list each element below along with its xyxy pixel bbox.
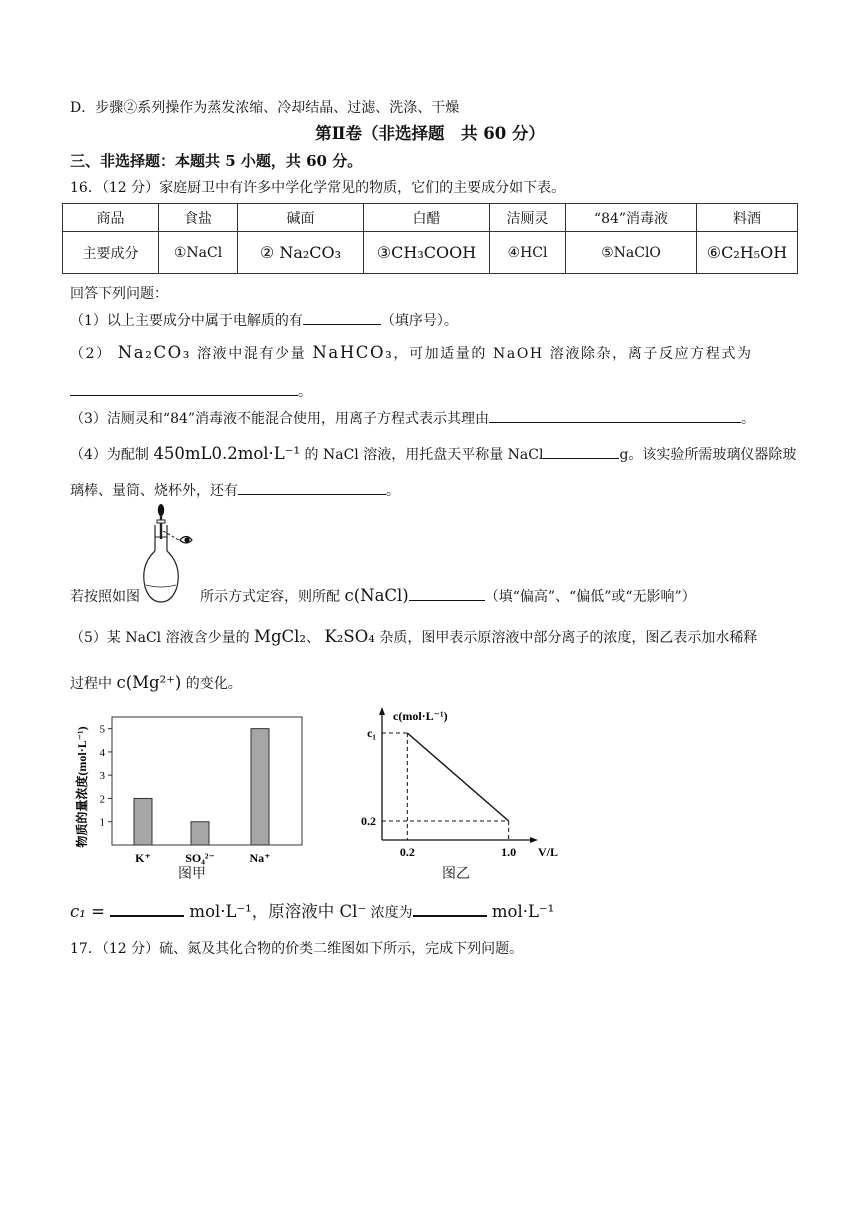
c1-question [70, 901, 554, 923]
question-16-stem: 16．（12 分）家庭厨卫中有许多中学化学常见的物质，它们的主要成分如下表。 [70, 180, 566, 196]
sub-question-text: （填“偏高”、“偏低”或“无影响”） [484, 589, 696, 605]
y-tick-label: 4 [99, 746, 105, 759]
question-17-stem: 17．（12 分）硫、氮及其化合物的价类二维图如下所示，完成下列问题。 [70, 941, 524, 957]
sub-question-text: 。 [386, 483, 400, 499]
x-tick-label: 1.0 [501, 845, 517, 859]
sub-question-text: 的 NaCl 溶液，用托盘天平称量 NaCl [300, 447, 544, 463]
figure-jia-caption: 图甲 [178, 866, 206, 882]
formula: Na₂CO₃ [117, 343, 192, 362]
line-chart-xlabel: V/L [538, 845, 559, 859]
section-three-heading: 三、非选择题：本题共 5 小题，共 60 分。 [70, 152, 363, 170]
y-axis-arrow [379, 707, 385, 715]
y-tick-label: 2 [99, 793, 105, 806]
sub-question-4-cont [70, 480, 400, 501]
table-cell: ⑥C₂H₅OH [697, 232, 798, 274]
line-chart-ylabel: c(mol·L⁻¹) [393, 709, 448, 723]
sub-question-1 [70, 310, 458, 331]
sub-question-text: （填序号）。 [380, 313, 458, 329]
sub-question-text: 。 [298, 384, 312, 400]
formula: mol·L⁻¹，原溶液中 [184, 902, 340, 921]
y-tick-label: 0.2 [361, 814, 376, 828]
answer-prompt: 回答下列问题： [70, 286, 168, 302]
x-tick-label: SO₄²⁻ [185, 851, 215, 865]
table-cell: 碱面 [238, 204, 364, 232]
sub-question-text: （5）某 NaCl 溶液含少量的 [70, 630, 255, 646]
formula: c(NaCl) [344, 586, 409, 605]
bar-chart-ylabel: 物质的量浓度(mol·L⁻¹) [75, 726, 89, 848]
dropper-bulb [158, 504, 164, 516]
table-header-label: 商品 [63, 204, 159, 232]
sub-question-4 [70, 444, 796, 465]
sub-question-text: 若按照如图 [70, 589, 140, 605]
formula: 450mL0.2mol·L⁻¹ [153, 444, 301, 463]
y-tick-label: 3 [99, 770, 105, 783]
formula: mol·L⁻¹ [486, 902, 555, 921]
table-cell: 食盐 [159, 204, 238, 232]
sub-question-5-cont [70, 673, 242, 694]
answer-blank[interactable] [489, 408, 741, 423]
sub-question-text: （2） [70, 346, 118, 362]
bar [134, 798, 152, 845]
x-axis-arrow [530, 837, 538, 843]
sub-question-text: 的变化。 [181, 676, 242, 692]
y-tick-label: 1 [99, 816, 105, 829]
bar [191, 822, 209, 845]
table-cell: ③CH₃COOH [364, 232, 490, 274]
answer-blank[interactable] [413, 901, 487, 917]
sub-question-2 [70, 343, 753, 364]
sub-question-text: ，可加适量的 NaOH 溶液除杂，离子反应方程式为 [393, 346, 753, 362]
formula: K₂SO₄ [324, 627, 375, 646]
answer-blank[interactable] [409, 586, 485, 601]
sub-question-text: 浓度为 [366, 905, 413, 921]
eye-icon [180, 537, 192, 544]
sub-question-2-answer [70, 381, 312, 402]
answer-blank[interactable] [238, 480, 386, 495]
sub-question-text: 过程中 [70, 676, 117, 692]
table-cell: ④HCl [490, 232, 566, 274]
answer-blank[interactable] [543, 444, 619, 459]
x-tick-label: 0.2 [399, 845, 415, 859]
part-two-title: 第Ⅱ卷（非选择题 共 60 分） [315, 124, 545, 143]
sub-question-text: 所示方式定容，则所配 [200, 589, 345, 605]
sub-question-5 [70, 627, 757, 648]
y-tick-label: 5 [99, 723, 105, 736]
dilution-line [407, 733, 508, 821]
formula: Cl⁻ [339, 902, 367, 921]
sub-question-3 [70, 408, 755, 429]
sub-question-text: 杂质，图甲表示原溶液中部分离子的浓度，图乙表示加水稀释 [374, 630, 758, 646]
table-cell: “84”消毒液 [566, 204, 697, 232]
y-tick-label: c₁ [367, 726, 376, 740]
bar [251, 729, 269, 845]
formula: NaHCO₃ [312, 343, 394, 362]
sub-question-text: g。该实验所需玻璃仪器除玻 [619, 447, 797, 463]
sub-question-4-figure-line [70, 586, 696, 607]
answer-blank[interactable] [70, 381, 298, 396]
formula: MgCl₂ [254, 627, 307, 646]
formula: c(Mg²⁺) [116, 673, 182, 692]
figure-jia-bar-chart [70, 705, 320, 890]
figure-yi-caption: 图乙 [442, 866, 470, 882]
figure-yi-line-chart [356, 705, 566, 865]
table-cell: 料酒 [697, 204, 798, 232]
option-d: D．步骤②系列操作为蒸发浓缩、冷却结晶、过滤、洗涤、干燥 [70, 100, 460, 116]
answer-blank[interactable] [303, 310, 381, 325]
sub-question-text: 璃棒、量筒、烧杯外，还有 [70, 483, 238, 499]
table-cell: ② Na₂CO₃ [238, 232, 364, 274]
table-cell: ①NaCl [159, 232, 238, 274]
sub-question-text: （3）洁厕灵和“84”消毒液不能混合使用，用离子方程式表示其理由 [70, 411, 490, 427]
sub-question-text: 、 [306, 630, 325, 646]
sub-question-text: 溶液中混有少量 [191, 346, 313, 362]
table-cell: ⑤NaClO [566, 232, 697, 274]
sub-question-text: （4）为配制 [70, 447, 154, 463]
x-tick-label: Na⁺ [249, 851, 271, 865]
composition-table [62, 203, 798, 274]
table-row-label: 主要成分 [63, 232, 159, 274]
answer-blank[interactable] [110, 901, 184, 917]
dropper-tube [160, 515, 162, 539]
formula: c₁ = [70, 902, 111, 921]
sub-question-text: （1）以上主要成分中属于电解质的有 [70, 313, 303, 329]
table-cell: 白醋 [364, 204, 490, 232]
table-cell: 洁厕灵 [490, 204, 566, 232]
sub-question-text: 。 [741, 411, 756, 427]
x-tick-label: K⁺ [135, 851, 151, 865]
